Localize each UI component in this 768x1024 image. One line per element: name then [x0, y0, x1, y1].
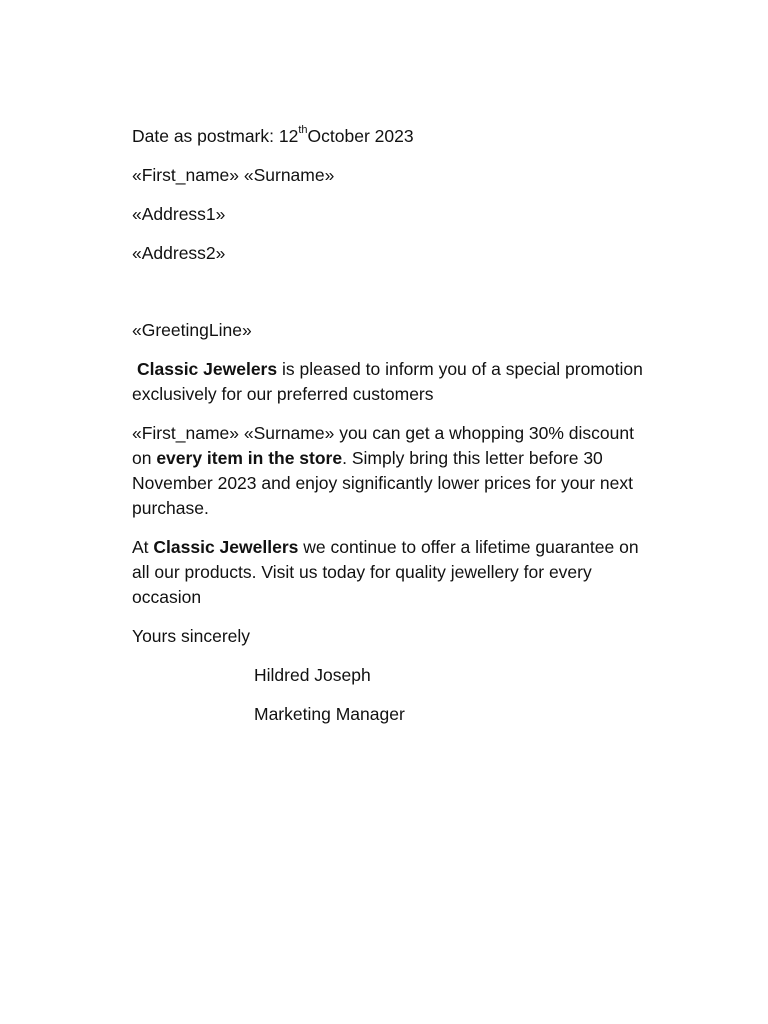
paragraph-discount-text-2: . Simply bring this letter before 30 November 2023 and enjoy significantly lower prices for your next purchase.: [132, 448, 633, 518]
date-ordinal-suffix: th: [298, 124, 308, 137]
date-month-year: October 2023: [307, 126, 414, 146]
blank-line-spacer: [132, 280, 652, 318]
paragraph-guarantee-text-2: we continue to offer a lifetime guarantee on all our products. Visit us today for quality jewellery for every occasion: [132, 537, 639, 607]
paragraph-guarantee-text-1: At: [132, 537, 154, 557]
date-line: [132, 124, 652, 149]
address-line-2: «Address2»: [132, 243, 226, 263]
letter-body: [132, 124, 652, 741]
company-name-bold-2: Classic Jewellers: [153, 537, 299, 557]
closing-line: Yours sincerely: [132, 626, 251, 646]
paragraph-promotion-intro-text: is pleased to inform you of a special promotion exclusively for our preferred customers: [132, 359, 643, 404]
greeting-line: «GreetingLine»: [132, 320, 252, 340]
paragraph-promotion-intro: [132, 357, 652, 407]
company-name-bold: Classic Jewelers: [137, 359, 278, 379]
date-prefix: Date as postmark: 12: [132, 126, 299, 146]
paragraph-discount-text-1: «First_name» «Surname» you can get a whopping 30% discount on: [132, 423, 634, 468]
paragraph-guarantee: [132, 535, 652, 610]
discount-scope-bold: every item in the store: [156, 448, 343, 468]
signatory-name: Hildred Joseph: [254, 665, 371, 685]
paragraph-discount-offer: [132, 421, 652, 521]
address-line-1: «Address1»: [132, 204, 226, 224]
signatory-title: Marketing Manager: [254, 704, 405, 724]
recipient-name: «First_name» «Surname»: [132, 165, 335, 185]
